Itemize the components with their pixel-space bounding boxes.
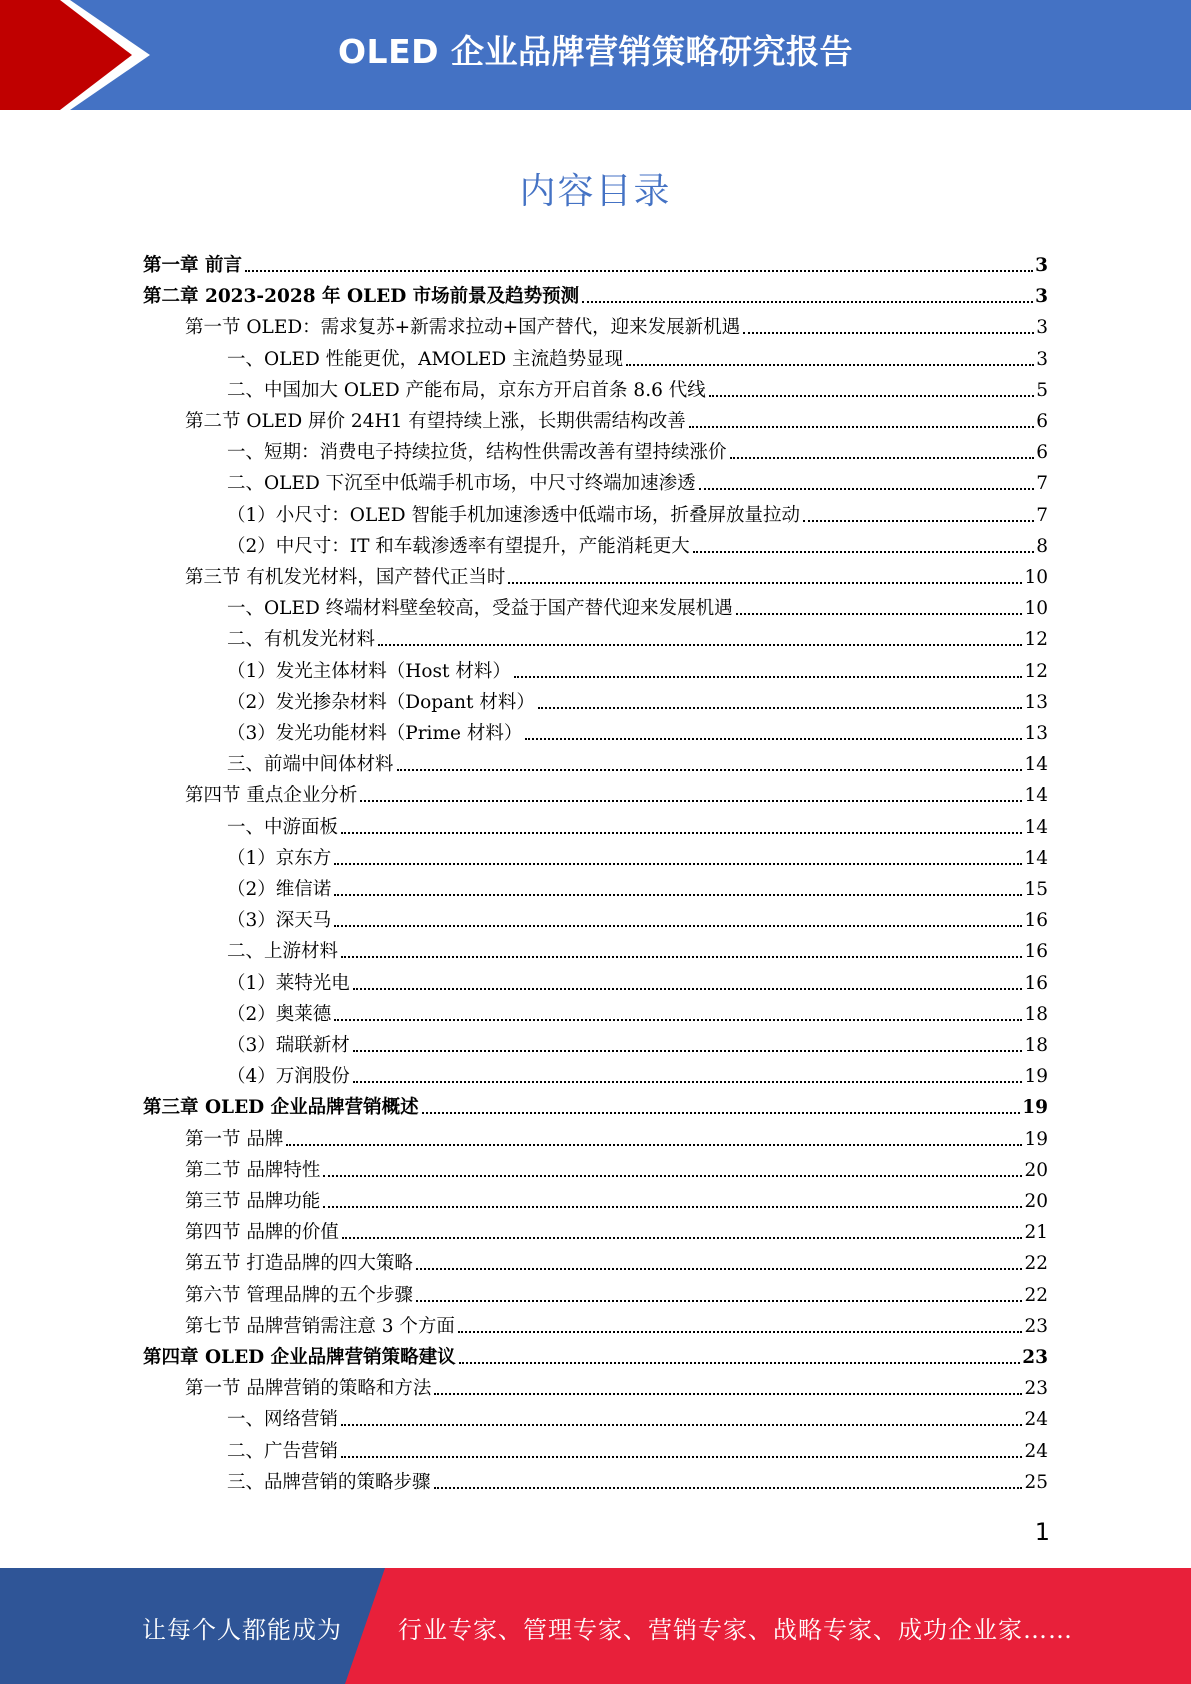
toc-entry[interactable]: [227, 683, 1048, 714]
toc-dot-leader: [730, 457, 1035, 459]
toc-entry-page: 19: [1022, 1097, 1048, 1118]
toc-dot-leader: [582, 301, 1033, 303]
toc-entry-page: 12: [1024, 629, 1048, 650]
toc-entry[interactable]: [185, 1307, 1048, 1338]
toc-dot-leader: [434, 1393, 1022, 1395]
toc-entry-page: 3: [1036, 349, 1048, 370]
toc-dot-leader: [341, 832, 1022, 834]
toc-entry[interactable]: [227, 964, 1048, 995]
toc-entry[interactable]: [185, 308, 1048, 339]
toc-heading: 内容目录: [519, 171, 672, 212]
toc-entry[interactable]: [227, 901, 1048, 932]
toc-entry-title: 二、广告营销: [227, 1441, 339, 1462]
toc-dot-leader: [341, 1424, 1022, 1426]
toc-entry[interactable]: [227, 620, 1048, 651]
toc-entry[interactable]: [227, 1400, 1048, 1431]
toc-entry[interactable]: [185, 402, 1048, 433]
toc-entry-page: 16: [1024, 973, 1048, 994]
toc-entry-page: 12: [1024, 661, 1048, 682]
toc-entry-page: 23: [1024, 1316, 1048, 1337]
toc-entry-title: 第四节 重点企业分析: [185, 785, 358, 806]
report-title: OLED 企业品牌营销策略研究报告: [337, 32, 853, 71]
toc-entry[interactable]: [227, 995, 1048, 1026]
toc-entry[interactable]: [227, 496, 1048, 527]
toc-entry-title: （2）奥莱德: [227, 1004, 332, 1025]
toc-entry[interactable]: [185, 1213, 1048, 1244]
page-number: 1: [1034, 1518, 1050, 1546]
toc-entry-page: 14: [1024, 754, 1048, 775]
toc-entry-title: （2）中尺寸：IT 和车载渗透率有望提升，产能消耗更大: [227, 536, 690, 557]
toc-entry-title: 第三章 OLED 企业品牌营销概述: [143, 1097, 419, 1118]
toc-entry[interactable]: [185, 776, 1048, 807]
toc-entry-page: 19: [1024, 1066, 1048, 1087]
toc-dot-leader: [360, 800, 1022, 802]
toc-entry-page: 13: [1024, 723, 1048, 744]
toc-dot-leader: [803, 520, 1034, 522]
toc-entry-title: 一、OLED 性能更优，AMOLED 主流趋势显现: [227, 349, 624, 370]
toc-entry-page: 25: [1024, 1472, 1048, 1493]
toc-entry-page: 14: [1024, 785, 1048, 806]
toc-entry[interactable]: [185, 1120, 1048, 1151]
toc-entry-title: 二、OLED 下沉至中低端手机市场，中尺寸终端加速渗透: [227, 473, 696, 494]
toc-entry-page: 19: [1024, 1129, 1048, 1150]
toc-entry[interactable]: [185, 1244, 1048, 1275]
toc-dot-leader: [626, 364, 1034, 366]
toc-entry-title: （3）瑞联新材: [227, 1035, 350, 1056]
toc-dot-leader: [353, 1050, 1023, 1052]
toc-entry-page: 18: [1024, 1004, 1048, 1025]
toc-entry-page: 21: [1024, 1222, 1048, 1243]
toc-dot-leader: [416, 1268, 1023, 1270]
toc-dot-leader: [341, 956, 1022, 958]
toc-dot-leader: [709, 395, 1034, 397]
toc-entry-page: 20: [1024, 1191, 1048, 1212]
toc-dot-leader: [416, 1300, 1023, 1302]
toc-entry-title: （4）万润股份: [227, 1066, 350, 1087]
toc-entry-page: 6: [1036, 411, 1048, 432]
toc-dot-leader: [334, 863, 1022, 865]
toc-entry-page: 16: [1024, 941, 1048, 962]
toc-dot-leader: [286, 1144, 1022, 1146]
toc-entry[interactable]: [227, 1026, 1048, 1057]
toc-dot-leader: [334, 925, 1022, 927]
toc-entry-title: 一、短期：消费电子持续拉货，结构性供需改善有望持续涨价: [227, 442, 727, 463]
toc-entry[interactable]: [185, 1276, 1048, 1307]
toc-entry-title: 第四节 品牌的价值: [185, 1222, 339, 1243]
toc-entry-page: 10: [1024, 567, 1048, 588]
toc-entry[interactable]: [227, 1057, 1048, 1088]
toc-entry[interactable]: [227, 1463, 1048, 1494]
toc-entry[interactable]: [227, 589, 1048, 620]
toc-entry-page: 16: [1024, 910, 1048, 931]
toc-entry-page: 22: [1024, 1285, 1048, 1306]
toc-entry-page: 10: [1024, 598, 1048, 619]
toc-entry-page: 7: [1036, 505, 1048, 526]
toc-entry-page: 23: [1024, 1378, 1048, 1399]
toc-entry-title: 第一节 品牌: [185, 1129, 284, 1150]
toc-entry-title: 第二节 OLED 屏价 24H1 有望持续上涨，长期供需结构改善: [185, 411, 686, 432]
toc-entry[interactable]: [227, 527, 1048, 558]
toc-entry[interactable]: [185, 1182, 1048, 1213]
report-header-band: [0, 0, 1191, 110]
toc-entry[interactable]: [227, 433, 1048, 464]
toc-entry[interactable]: [185, 1151, 1048, 1182]
toc-dot-leader: [699, 488, 1035, 490]
toc-entry-title: （3）深天马: [227, 910, 332, 931]
toc-entry-title: 三、前端中间体材料: [227, 754, 394, 775]
toc-dot-leader: [323, 1206, 1022, 1208]
toc-entry-title: 二、上游材料: [227, 941, 339, 962]
toc-entry[interactable]: [143, 1338, 1048, 1369]
toc-entry[interactable]: [227, 714, 1048, 745]
toc-entry-page: 14: [1024, 817, 1048, 838]
toc-entry[interactable]: [227, 340, 1048, 371]
toc-dot-leader: [334, 1019, 1022, 1021]
toc-entry-page: 3: [1035, 255, 1048, 276]
toc-dot-leader: [422, 1112, 1021, 1114]
toc-entry[interactable]: [185, 1369, 1048, 1400]
toc-entry-page: 18: [1024, 1035, 1048, 1056]
toc-entry-title: 一、中游面板: [227, 817, 339, 838]
toc-entry-title: 第七节 品牌营销需注意 3 个方面: [185, 1316, 455, 1337]
toc-entry-title: （1）发光主体材料（Host 材料）: [227, 661, 511, 682]
toc-dot-leader: [693, 551, 1034, 553]
toc-dot-leader: [245, 270, 1033, 272]
footer-slogan-left: 让每个人都能成为: [142, 1616, 342, 1644]
toc-dot-leader: [525, 738, 1022, 740]
toc-entry-page: 8: [1036, 536, 1048, 557]
footer-slogan-right: 行业专家、管理专家、营销专家、战略专家、成功企业家……: [398, 1616, 1073, 1644]
toc-entry-title: （3）发光功能材料（Prime 材料）: [227, 723, 523, 744]
toc-entry-title: 二、中国加大 OLED 产能布局，京东方开启首条 8.6 代线: [227, 380, 706, 401]
toc-entry-title: 第二节 品牌特性: [185, 1160, 321, 1181]
toc-entry-title: （2）维信诺: [227, 879, 332, 900]
toc-entry-page: 15: [1024, 879, 1048, 900]
toc-entry[interactable]: [143, 277, 1048, 308]
toc-entry[interactable]: [227, 1432, 1048, 1463]
toc-entry-title: 第四章 OLED 企业品牌营销策略建议: [143, 1347, 456, 1368]
toc-dot-leader: [342, 1237, 1023, 1239]
toc-entry-title: （1）小尺寸：OLED 智能手机加速渗透中低端市场，折叠屏放量拉动: [227, 505, 800, 526]
toc-entry-page: 23: [1022, 1347, 1048, 1368]
toc-dot-leader: [334, 894, 1022, 896]
toc-entry-title: （2）发光掺杂材料（Dopant 材料）: [227, 692, 535, 713]
toc-entry-page: 5: [1036, 380, 1048, 401]
toc-entry-title: 第五节 打造品牌的四大策略: [185, 1253, 413, 1274]
toc-dot-leader: [341, 1456, 1022, 1458]
toc-dot-leader: [459, 1362, 1021, 1364]
toc-entry[interactable]: [227, 464, 1048, 495]
toc-entry-page: 24: [1024, 1409, 1048, 1430]
toc-entry-title: （1）京东方: [227, 848, 332, 869]
toc-entry-title: 第三节 品牌功能: [185, 1191, 321, 1212]
toc-dot-leader: [434, 1487, 1023, 1489]
toc-entry-page: 24: [1024, 1441, 1048, 1462]
toc-entry-title: 第二章 2023-2028 年 OLED 市场前景及趋势预测: [143, 286, 580, 307]
toc-entry-title: 第一节 品牌营销的策略和方法: [185, 1378, 432, 1399]
toc-entry[interactable]: [227, 808, 1048, 839]
toc-dot-leader: [514, 676, 1023, 678]
toc-entry-page: 7: [1036, 473, 1048, 494]
toc-entry-title: 三、品牌营销的策略步骤: [227, 1472, 431, 1493]
toc-entry-page: 3: [1035, 286, 1048, 307]
toc-dot-leader: [508, 582, 1022, 584]
toc-entry-title: 第三节 有机发光材料，国产替代正当时: [185, 567, 506, 588]
toc-entry-page: 6: [1036, 442, 1048, 463]
toc-dot-leader: [353, 1081, 1023, 1083]
toc-entry-page: 14: [1024, 848, 1048, 869]
toc-entry[interactable]: [227, 371, 1048, 402]
toc-entry[interactable]: [227, 652, 1048, 683]
toc-entry-title: （1）莱特光电: [227, 973, 350, 994]
toc-entry-title: 第一节 OLED：需求复苏+新需求拉动+国产替代，迎来发展新机遇: [185, 317, 741, 338]
toc-entry-page: 3: [1036, 317, 1048, 338]
toc-entry-page: 20: [1024, 1160, 1048, 1181]
toc-entry[interactable]: [143, 1088, 1048, 1119]
toc-entry-page: 22: [1024, 1253, 1048, 1274]
toc-entry[interactable]: [227, 870, 1048, 901]
toc-dot-leader: [736, 613, 1023, 615]
toc-dot-leader: [378, 644, 1022, 646]
toc-dot-leader: [353, 988, 1023, 990]
toc-entry-title: 二、有机发光材料: [227, 629, 376, 650]
toc-dot-leader: [323, 1175, 1022, 1177]
toc-dot-leader: [397, 769, 1023, 771]
toc-entry[interactable]: [143, 246, 1048, 277]
toc-entry[interactable]: [227, 839, 1048, 870]
toc-entry[interactable]: [227, 745, 1048, 776]
toc-entry-title: 第一章 前言: [143, 255, 242, 276]
toc-entry-title: 一、OLED 终端材料壁垒较高，受益于国产替代迎来发展机遇: [227, 598, 733, 619]
toc-entry[interactable]: [227, 932, 1048, 963]
toc-entry-title: 一、网络营销: [227, 1409, 339, 1430]
toc-dot-leader: [743, 332, 1034, 334]
toc-dot-leader: [458, 1331, 1023, 1333]
toc-entry-page: 13: [1024, 692, 1048, 713]
toc-dot-leader: [689, 426, 1034, 428]
toc-dot-leader: [538, 707, 1023, 709]
toc-entry-title: 第六节 管理品牌的五个步骤: [185, 1285, 413, 1306]
toc-entry[interactable]: [185, 558, 1048, 589]
